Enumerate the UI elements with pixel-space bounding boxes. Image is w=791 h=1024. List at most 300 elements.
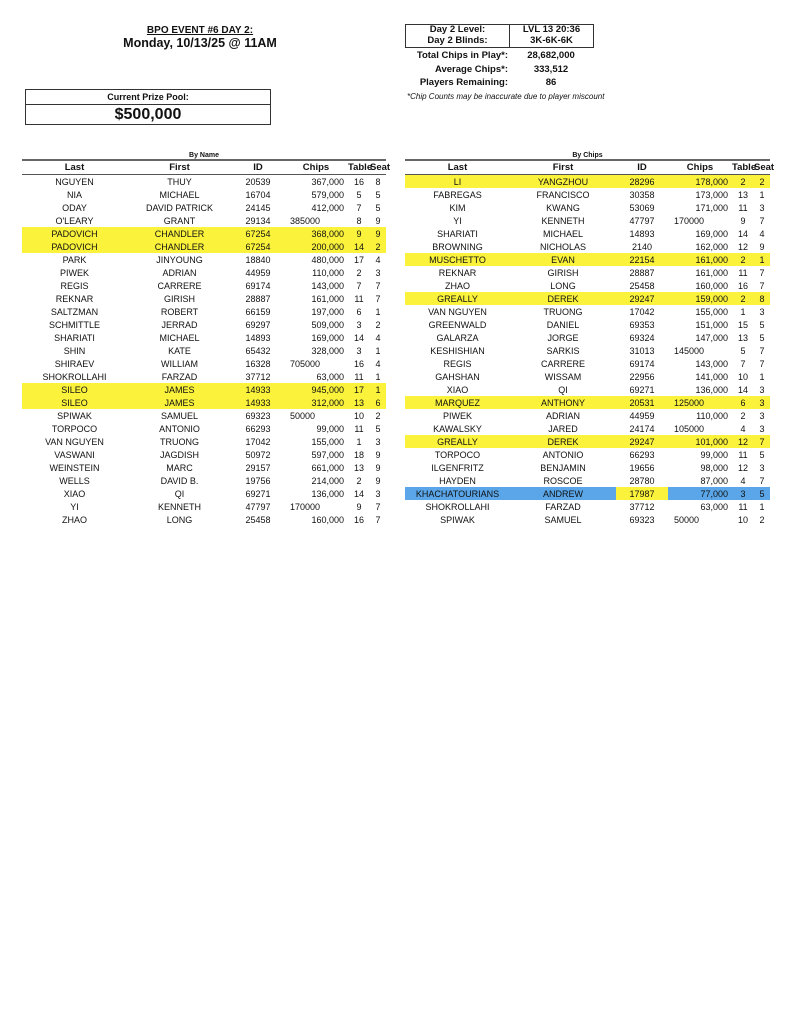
table-row: [405, 396, 770, 409]
cell-chips: 99,000: [316, 423, 344, 434]
cell-last: ZHAO: [61, 514, 87, 525]
table-row: [22, 266, 386, 279]
cell-id: 44959: [629, 410, 655, 421]
cell-chips: 161,000: [311, 293, 344, 304]
column-header-id: ID: [232, 160, 284, 175]
table-row: [405, 422, 770, 435]
by-chips-table: [405, 159, 775, 526]
cell-first: DAVID PATRICK: [145, 202, 213, 213]
table-row: [405, 513, 770, 526]
column-header-first: First: [510, 160, 616, 175]
cell-chips: 214,000: [311, 475, 344, 486]
cell-last: KHACHATOURIANS: [405, 487, 510, 500]
cell-last: SPIWAK: [57, 410, 92, 421]
cell-seat: 1: [375, 306, 381, 317]
cell-chips: 105000: [674, 423, 705, 434]
cell-chips: 661,000: [311, 462, 344, 473]
stat-average-chips: [405, 63, 594, 77]
cell-chips: 162,000: [695, 241, 728, 252]
cell-seat: 5: [754, 487, 770, 500]
cell-table: 4: [740, 423, 746, 434]
cell-table: 4: [740, 475, 746, 486]
cell-table: 14: [353, 488, 364, 499]
cell-seat: 5: [759, 319, 765, 330]
cell-first: ANTONIO: [542, 449, 584, 460]
cell-first: LONG: [166, 514, 193, 525]
stat-label: Average Chips*:: [434, 63, 508, 75]
cell-first: ADRIAN: [545, 410, 580, 421]
stat-label: Players Remaining:: [419, 77, 508, 88]
table-row: [22, 201, 386, 214]
cell-chips: 368,000: [284, 227, 348, 240]
cell-id: 29134: [245, 215, 271, 226]
cell-first: QI: [558, 384, 568, 395]
cell-table: 11: [354, 423, 364, 434]
cell-seat: 2: [375, 410, 381, 421]
cell-id: 69323: [629, 514, 655, 525]
cell-seat: 9: [375, 449, 381, 460]
cell-seat: 3: [375, 436, 381, 447]
event-title: BPO EVENT #6 DAY 2:: [146, 25, 254, 36]
cell-last: REKNAR: [55, 293, 94, 304]
cell-table: 6: [356, 306, 362, 317]
cell-id: 66159: [245, 306, 271, 317]
cell-last: ZHAO: [444, 280, 470, 291]
by-name-table: [22, 159, 391, 526]
cell-first: DAVID B.: [160, 475, 199, 486]
cell-first: WILLIAM: [160, 358, 198, 369]
cell-chips: 50000: [290, 410, 316, 421]
cell-id: 37712: [629, 501, 655, 512]
cell-last: TORPOCO: [434, 449, 481, 460]
cell-table: 11: [354, 293, 364, 304]
table-row: [405, 461, 770, 474]
cell-first: BENJAMIN: [540, 462, 586, 473]
stat-value: 333,512: [533, 63, 569, 75]
cell-seat: 7: [375, 501, 381, 512]
cell-seat: 6: [370, 396, 386, 409]
stat-label: Total Chips in Play*:: [416, 50, 508, 61]
cell-first: ANTONIO: [159, 423, 200, 434]
cell-seat: 5: [759, 449, 765, 460]
table-row: [405, 370, 770, 383]
cell-chips: 197,000: [311, 306, 344, 317]
cell-id: 14933: [232, 396, 284, 409]
cell-table: 1: [356, 436, 362, 447]
cell-first: JARED: [548, 423, 578, 434]
cell-table: 11: [738, 501, 748, 512]
table-row: [405, 383, 770, 396]
cell-id: 19756: [245, 475, 271, 486]
cell-chips: 151,000: [695, 319, 728, 330]
cell-table: 13: [737, 189, 748, 200]
cell-last: REGIS: [443, 358, 472, 369]
cell-seat: 7: [759, 215, 765, 226]
cell-id: 24174: [629, 423, 655, 434]
cell-chips: 385000: [290, 215, 321, 226]
cell-first: FRANCISCO: [536, 189, 590, 200]
cell-seat: 7: [375, 293, 381, 304]
cell-last: GREALLY: [405, 292, 510, 305]
prize-pool-box: [25, 89, 271, 125]
cell-id: 50972: [245, 449, 271, 460]
cell-chips: 161,000: [668, 253, 732, 266]
table-row: [22, 513, 386, 526]
cell-id: 31013: [629, 345, 655, 356]
cell-seat: 8: [754, 292, 770, 305]
table-row: [22, 487, 386, 500]
cell-id: 18840: [245, 254, 271, 265]
cell-chips: 98,000: [700, 462, 728, 473]
cell-table: 11: [354, 371, 364, 382]
cell-first: ANTHONY: [510, 396, 616, 409]
table-row: [22, 461, 386, 474]
cell-table: 2: [732, 292, 754, 305]
stat-value: 28,682,000: [527, 50, 575, 61]
cell-seat: 9: [370, 227, 386, 240]
cell-chips: 412,000: [311, 202, 344, 213]
cell-first: YANGZHOU: [510, 175, 616, 189]
cell-first: THUY: [167, 176, 192, 187]
cell-table: 9: [348, 227, 370, 240]
cell-seat: 2: [370, 240, 386, 253]
cell-last: WELLS: [59, 475, 90, 486]
cell-id: 69297: [245, 319, 271, 330]
cell-table: 5: [356, 189, 362, 200]
cell-table: 8: [356, 215, 362, 226]
cell-last: SHARIATI: [437, 228, 478, 239]
cell-chips: 170000: [290, 501, 321, 512]
table-row: [22, 175, 386, 189]
cell-id: 16328: [245, 358, 271, 369]
cell-chips: 50000: [674, 514, 700, 525]
table-row: [22, 500, 386, 513]
cell-id: 67254: [232, 240, 284, 253]
table-row: [22, 305, 386, 318]
cell-table: 1: [740, 306, 746, 317]
cell-id: 28887: [629, 267, 655, 278]
table-row: [405, 253, 770, 266]
cell-seat: 3: [759, 384, 765, 395]
cell-last: TORPOCO: [51, 423, 98, 434]
cell-seat: 2: [759, 514, 765, 525]
cell-first: CHANDLER: [127, 227, 232, 240]
cell-id: 30358: [629, 189, 655, 200]
column-header-seat: Seat: [370, 162, 391, 173]
cell-table: 7: [356, 202, 362, 213]
cell-seat: 5: [375, 189, 381, 200]
cell-id: 14933: [232, 383, 284, 396]
table-row: [22, 344, 386, 357]
cell-table: 17: [353, 254, 364, 265]
cell-id: 69324: [629, 332, 655, 343]
cell-id: 29157: [245, 462, 271, 473]
cell-last: KIM: [449, 202, 466, 213]
by-chips-caption: By Chips: [572, 152, 603, 159]
cell-table: 18: [353, 449, 364, 460]
cell-seat: 5: [759, 332, 765, 343]
table-header-row: [22, 160, 386, 175]
cell-first: FARZAD: [161, 371, 198, 382]
table-row: [405, 240, 770, 253]
cell-chips: 509,000: [311, 319, 344, 330]
cell-seat: 1: [375, 371, 381, 382]
blinds-label: Day 2 Blinds:: [427, 34, 488, 46]
cell-first: KENNETH: [541, 215, 585, 226]
cell-table: 2: [740, 410, 746, 421]
cell-first: KATE: [168, 345, 191, 356]
event-date: Monday, 10/13/25 @ 11AM: [123, 36, 277, 50]
cell-table: 16: [353, 358, 364, 369]
cell-seat: 7: [375, 514, 381, 525]
cell-table: 9: [356, 501, 362, 512]
cell-last: REKNAR: [438, 267, 477, 278]
cell-last: YI: [453, 215, 462, 226]
cell-table: 14: [737, 384, 748, 395]
cell-table: 10: [737, 371, 748, 382]
cell-last: SPIWAK: [440, 514, 475, 525]
cell-chips: 77,000: [668, 487, 732, 500]
chip-count-disclaimer: *Chip Counts may be inaccurate due to player miscount: [407, 92, 605, 101]
cell-seat: 1: [375, 345, 381, 356]
cell-seat: 1: [759, 501, 765, 512]
cell-first: CHANDLER: [127, 240, 232, 253]
column-header-id: ID: [616, 160, 668, 175]
cell-table: 13: [737, 332, 748, 343]
cell-chips: 136,000: [695, 384, 728, 395]
table-row: [405, 318, 770, 331]
cell-id: 22154: [616, 253, 668, 266]
cell-seat: 5: [375, 202, 381, 213]
cell-table: 2: [356, 475, 362, 486]
cell-first: DANIEL: [546, 319, 580, 330]
column-header-table: Table: [732, 162, 757, 173]
cell-first: MICHAEL: [159, 189, 200, 200]
cell-last: SILEO: [22, 383, 127, 396]
stat-total-chips: [405, 49, 594, 63]
table-row: [405, 357, 770, 370]
cell-table: 12: [737, 462, 748, 473]
cell-first: SAMUEL: [544, 514, 582, 525]
cell-chips: 155,000: [311, 436, 344, 447]
cell-first: LONG: [550, 280, 576, 291]
cell-seat: 5: [375, 423, 381, 434]
table-row: [405, 500, 770, 513]
cell-seat: 2: [375, 319, 381, 330]
cell-first: ROBERT: [160, 306, 199, 317]
column-header-first: First: [127, 160, 232, 175]
cell-first: DEREK: [510, 292, 616, 305]
cell-id: 47797: [245, 501, 271, 512]
cell-id: 19656: [629, 462, 655, 473]
cell-first: FARZAD: [545, 501, 581, 512]
cell-id: 20539: [245, 176, 271, 187]
cell-table: 17: [348, 383, 370, 396]
cell-seat: 8: [375, 176, 381, 187]
cell-chips: 160,000: [695, 280, 728, 291]
cell-last: GALARZA: [436, 332, 479, 343]
cell-seat: 3: [754, 396, 770, 409]
table-row: [405, 448, 770, 461]
cell-id: 65432: [245, 345, 271, 356]
table-row: [22, 409, 386, 422]
cell-last: SALTZMAN: [50, 306, 99, 317]
level-label: Day 2 Level:: [429, 24, 486, 35]
table-header-row: [405, 160, 770, 175]
cell-id: 28887: [245, 293, 271, 304]
cell-table: 13: [348, 396, 370, 409]
cell-seat: 1: [754, 253, 770, 266]
cell-seat: 7: [759, 475, 765, 486]
cell-first: TRUONG: [543, 306, 583, 317]
cell-chips: 178,000: [668, 175, 732, 189]
cell-table: 3: [732, 487, 754, 500]
cell-last: WEINSTEIN: [49, 462, 100, 473]
cell-chips: 110,000: [696, 410, 728, 421]
cell-chips: 101,000: [668, 435, 732, 448]
cell-chips: 87,000: [700, 475, 728, 486]
by-chips-rows: [405, 175, 770, 527]
cell-seat: 3: [375, 488, 381, 499]
table-row: [22, 357, 386, 370]
cell-last: SHOKROLLAHI: [425, 501, 490, 512]
cell-id: 14893: [245, 332, 271, 343]
cell-seat: 4: [375, 358, 381, 369]
cell-table: 16: [353, 514, 364, 525]
cell-seat: 9: [375, 462, 381, 473]
cell-seat: 4: [375, 332, 381, 343]
cell-first: QI: [174, 488, 185, 499]
cell-first: JERRAD: [161, 319, 198, 330]
table-row: [22, 370, 386, 383]
cell-id: 37712: [245, 371, 271, 382]
table-row: [405, 305, 770, 318]
table-row: [405, 214, 770, 227]
cell-table: 5: [740, 345, 746, 356]
cell-seat: 7: [759, 345, 765, 356]
prize-pool-label: Current Prize Pool:: [26, 90, 270, 105]
cell-first: DEREK: [510, 435, 616, 448]
cell-id: 69271: [245, 488, 271, 499]
cell-table: 3: [356, 345, 362, 356]
table-row: [22, 318, 386, 331]
cell-id: 44959: [245, 267, 271, 278]
table-row: [405, 409, 770, 422]
cell-seat: 7: [375, 280, 381, 291]
cell-last: VAN NGUYEN: [45, 436, 104, 447]
column-header-chips: Chips: [668, 160, 732, 175]
cell-first: KENNETH: [157, 501, 201, 512]
cell-table: 9: [740, 215, 746, 226]
cell-chips: 136,000: [311, 488, 344, 499]
table-row: [22, 279, 386, 292]
cell-table: 16: [353, 176, 364, 187]
cell-chips: 945,000: [284, 383, 348, 396]
cell-chips: 159,000: [668, 292, 732, 305]
table-row: [405, 279, 770, 292]
table-row: [22, 383, 386, 396]
cell-chips: 170000: [674, 215, 705, 226]
cell-first: ADRIAN: [162, 267, 197, 278]
blinds-value: 3K-6K-6K: [530, 34, 573, 46]
column-header-last: Last: [22, 160, 127, 175]
cell-first: CARRERE: [157, 280, 202, 291]
cell-chips: 169,000: [695, 228, 728, 239]
cell-id: 47797: [629, 215, 655, 226]
cell-last: MUSCHETTO: [405, 253, 510, 266]
table-row: [405, 474, 770, 487]
level-value: LVL 13 20:36: [522, 24, 581, 35]
cell-seat: 3: [759, 410, 765, 421]
cell-first: JAMES: [127, 383, 232, 396]
cell-chips: 161,000: [695, 267, 728, 278]
cell-table: 6: [732, 396, 754, 409]
column-header-last: Last: [405, 160, 510, 175]
cell-first: GRANT: [163, 215, 196, 226]
stat-value: 86: [545, 77, 557, 88]
cell-seat: 3: [759, 423, 765, 434]
cell-table: 11: [738, 449, 748, 460]
cell-id: 29247: [616, 435, 668, 448]
cell-chips: 200,000: [284, 240, 348, 253]
cell-id: 24145: [245, 202, 271, 213]
cell-chips: 155,000: [695, 306, 728, 317]
cell-id: 17042: [245, 436, 271, 447]
cell-first: NICHOLAS: [539, 241, 586, 252]
cell-last: GREALLY: [405, 435, 510, 448]
cell-chips: 63,000: [700, 501, 728, 512]
cell-id: 69271: [629, 384, 655, 395]
cell-chips: 169,000: [311, 332, 344, 343]
table-row: [22, 396, 386, 409]
cell-id: 20531: [616, 396, 668, 409]
cell-seat: 3: [375, 267, 381, 278]
cell-last: KESHISHIAN: [430, 345, 485, 356]
cell-last: HAYDEN: [439, 475, 476, 486]
table-row: [22, 240, 386, 253]
cell-first: MARC: [166, 462, 193, 473]
cell-seat: 7: [759, 267, 765, 278]
table-row: [405, 435, 770, 448]
cell-seat: 7: [759, 280, 765, 291]
cell-last: LI: [405, 175, 510, 189]
table-row: [405, 292, 770, 305]
cell-last: SHOKROLLAHI: [42, 371, 107, 382]
cell-last: SHIRAEV: [54, 358, 95, 369]
cell-first: WISSAM: [544, 371, 582, 382]
cell-table: 7: [740, 358, 746, 369]
table-row: [22, 188, 386, 201]
cell-last: NGUYEN: [55, 176, 94, 187]
stat-players-remaining: [405, 76, 594, 90]
cell-table: 12: [737, 241, 748, 252]
cell-first: ROSCOE: [543, 475, 583, 486]
cell-last: O'LEARY: [55, 215, 94, 226]
cell-first: EVAN: [510, 253, 616, 266]
cell-table: 7: [356, 280, 362, 291]
cell-id: 29247: [616, 292, 668, 305]
cell-chips: 312,000: [284, 396, 348, 409]
cell-id: 28780: [629, 475, 655, 486]
cell-chips: 63,000: [316, 371, 344, 382]
cell-id: 69174: [629, 358, 655, 369]
cell-chips: 480,000: [311, 254, 344, 265]
cell-seat: 4: [375, 254, 381, 265]
cell-table: 3: [356, 319, 362, 330]
cell-seat: 4: [759, 228, 765, 239]
cell-last: XIAO: [63, 488, 86, 499]
cell-table: 10: [353, 410, 364, 421]
